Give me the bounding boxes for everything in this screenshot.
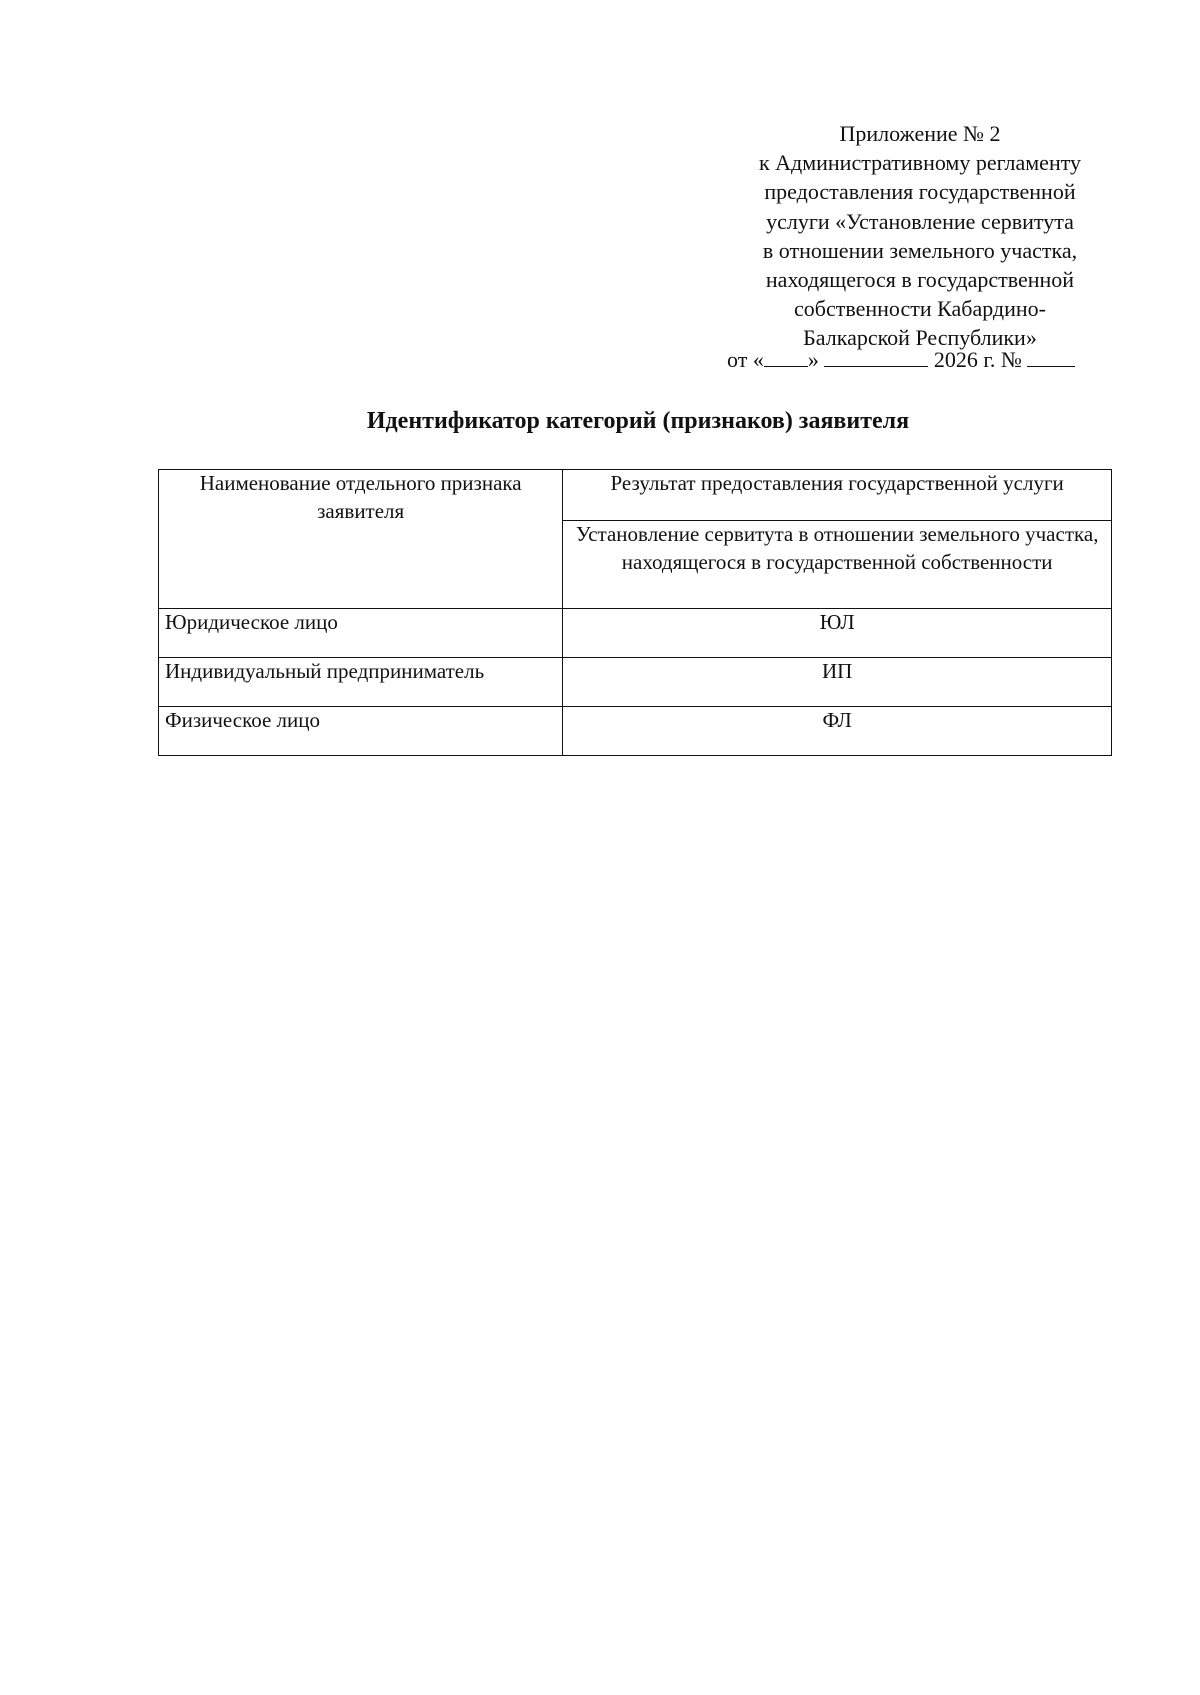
- applicant-category-table: [158, 469, 1112, 756]
- row-label: Физическое лицо: [159, 707, 563, 756]
- table-header-row: [159, 470, 1112, 521]
- appendix-line: Балкарской Республики»: [803, 325, 1037, 351]
- row-code: ИП: [563, 658, 1112, 707]
- row-code: ЮЛ: [563, 609, 1112, 658]
- table-row: [159, 707, 1112, 756]
- header-service-result-detail: Установление сервитута в отношении земельного участка, находящегося в государственной собственности: [563, 521, 1112, 609]
- appendix-line: предоставления государственной: [764, 179, 1076, 205]
- appendix-line: в отношении земельного участка,: [762, 237, 1078, 263]
- number-blank: [1027, 346, 1075, 367]
- approval-date-line: [727, 345, 1127, 374]
- document-title: Идентификатор категорий (признаков) заявителя: [366, 408, 910, 434]
- appendix-line: Приложение № 2: [839, 121, 1001, 146]
- day-blank: [764, 346, 808, 367]
- month-blank: [824, 346, 928, 367]
- appendix-line: к Административному регламенту: [758, 150, 1082, 176]
- date-prefix: от «: [727, 347, 764, 372]
- appendix-line: услуги «Установление сервитута: [766, 208, 1074, 234]
- date-year: 2026 г. №: [933, 347, 1022, 372]
- header-attribute-name: Наименование отдельного признака заявителя: [159, 470, 563, 609]
- appendix-line: собственности Кабардино-: [794, 296, 1046, 322]
- appendix-header: [720, 119, 1120, 353]
- table-row: [159, 658, 1112, 707]
- row-label: Индивидуальный предприниматель: [159, 658, 563, 707]
- row-label: Юридическое лицо: [159, 609, 563, 658]
- header-service-result: Результат предоставления государственной услуги: [563, 470, 1112, 521]
- table-row: [159, 609, 1112, 658]
- row-code: ФЛ: [563, 707, 1112, 756]
- date-quote-close: »: [807, 347, 819, 372]
- appendix-line: находящегося в государственной: [765, 267, 1075, 293]
